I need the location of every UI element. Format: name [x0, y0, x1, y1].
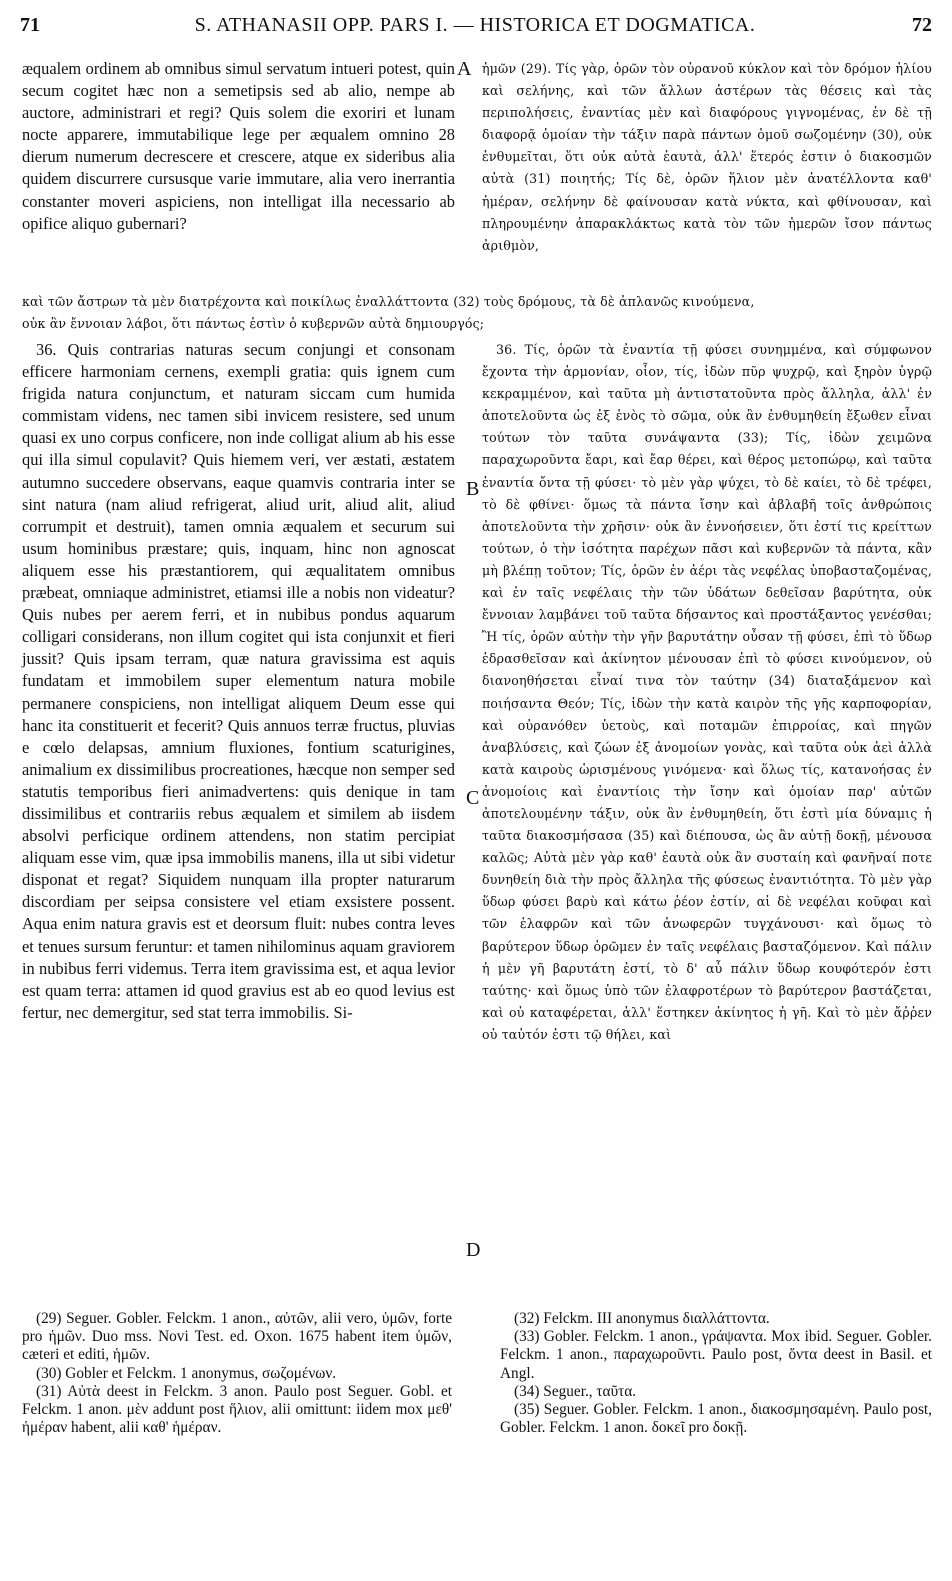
- margin-marker-b: B: [466, 478, 480, 500]
- latin-paragraph-36: 36. Quis contrarias naturas secum conjungi et consonam efficere harmoniam cernens, exempli gratia: quis ignem cum frigida natura conjunctum, et naturam siccam cum humida commistam videns, nec tamen sibi invicem resistere, sed unum quasi ex uno corpus conficere, non inde colligat alium ab his esse qui illa simul copulavit? Quis hiemem veri, ver æstati, æstatem autumno succedere observans, eaque quamvis contraria inter se sint natura (nam aliud refrigerat, aliud urit, aliud alit, aliud corrumpit et destruit), tamen omnia æqualem et securum sui usum hominibus præstare; quis, inquam, hinc non agnoscat aliquem esse his præstantiorem, qui æqualitatem omnibus præbeat, omniaque administret, etiamsi ille a nobis non videatur? Quis nubes per aerem ferri, et in nubibus pondus aquarum colligari considerans, non illum cogitet qui ista conjunxit et fieri jussit? Quis ipsam terram, quæ natura gravissima est aquis fundatam et immobilem super elementum natura mobile permanere conspiciens, non intelligat aliquem Deum esse qui hanc ita constituerit et fecerit? Quis annuos terræ fructus, pluvias e cœlo delapsas, amnium fluxiones, fontium scaturigines, animalium ex dissimilibus procreationes, hæcque non semper sed statutis temporibus fieri animadvertens: quis denique in tam dissimilibus et contrariis rebus æqualem et similem ab iisdem absolvi perficique ordinem attendens, non statim percipiat aliquam esse vim, quæ ipsa immobilis manens, illa ut sibi videtur disponat et regat? Siquidem nunquam illa propter naturarum discordiam per seipsa consistere vel etiam exsistere possent. Aqua enim natura gravis est et deorsum fluit: nubes contra leves et tenues sursum feruntur: et tamen nihilominus aquam graviorem in nubibus ferri videmus. Terra item gravissima est, et aqua levior est quam terra: attamen id quod gravius est ab eo quod levius est fertur, nec demergitur, sed stat terra immobilis. Si-: [22, 340, 455, 1022]
- footnote-31: (31) Αὐτὰ deest in Felckm. 3 anon. Paulo post Seguer. Gobl. et Felckm. 1 anon. μὲν addunt post ἥλιον, alii omittunt: iidem mox μεθ' ἡμέραν habent, alii καθ' ἡμέραν.: [22, 1382, 452, 1437]
- greek-paragraph-top: ἡμῶν (29). Τίς γὰρ, ὁρῶν τὸν οὐρανοῦ κύκλον καὶ τὸν δρόμον ἡλίου καὶ σελήνης, καὶ τῶν ἄλλων ἀστέρων τὰς θέσεις καὶ τὰς περιπολήσεις, ἐναντίας μὲν καὶ διαφόρους γιγνομένας, ἐν δὲ τῇ διαφορᾷ ὁμοίαν τὴν τάξιν παρὰ πάντων ὁμοῦ σωζομένην (30), οὐκ ἐνθυμεῖται, ὅτι οὐκ αὐτὰ ἑαυτὰ, ἀλλ' ἕτερός ἐστιν ὁ διακοσμῶν αὐτὰ (31) ποιητής; Τίς δὲ, ὁρῶν ἥλιον μὲν ἀνατέλλοντα καθ' ἡμέραν, σελήνην δὲ φαίνουσαν κατὰ νύκτα, καὶ φθίνουσαν, καὶ πληρουμένην ἀπαρακλάκτως κατὰ τὸν τῶν ἡμερῶν ἴσον πάντως ἀριθμὸν,: [482, 61, 932, 253]
- latin-column-main: [22, 339, 455, 1022]
- latin-paragraph-top: æqualem ordinem ab omnibus simul servatum intueri potest, quin secum cogitet hæc non a semetipsis sed ab alio, nempe ab auctore, administrari et regi? Quis solem die exoriri et lunam nocte apparere, immutabilique lege per æqualem omnino 28 dierum numerum decrescere et crescere, atque ex sideribus alia quidem discurrere cursusque varie immutare, alia vero inerrantia constanter moveri aspiciens, non intelligat illa necessario ab opifice aliquo gubernari?: [22, 59, 455, 233]
- margin-marker-a: A: [457, 58, 472, 80]
- footnote-35: (35) Seguer. Gobler. Felckm. 1 anon., διακοσμησαμένη. Paulo post, Gobler. Felckm. 1 anon. δοκεῖ pro δοκῇ.: [500, 1401, 932, 1437]
- footnote-30: (30) Gobler et Felckm. 1 anonymus, σωζομένων.: [36, 1364, 337, 1382]
- footnotes-left: [22, 1310, 452, 1470]
- margin-marker-d: D: [466, 1239, 481, 1261]
- greek-paragraph-36: 36. Τίς, ὁρῶν τὰ ἐναντία τῇ φύσει συνημμένα, καὶ σύμφωνον ἔχοντα τὴν ἁρμονίαν, οἷον, τίς, ἰδὼν πῦρ ψυχρῷ, καὶ ξηρὸν ὑγρῷ κεκραμμένον, καὶ ταῦτα μὴ ἀντιστατοῦντα πρὸς ἄλληλα, ἀλλ' ἐν ἀποτελοῦντα ὡς ἐξ ἑνὸς τὸ σῶμα, οὐκ ἂν ἐνθυμηθείη ἔξωθεν εἶναι τούτων τὸν ταῦτα συνάψαντα (33); Τίς, ἰδὼν χειμῶνα παραχωροῦντα ἔαρι, καὶ ἔαρ θέρει, καὶ θέρος μετοπώρῳ, καὶ ταῦτα ἐναντία ὄντα τῇ φύσει· τὸ μὲν γὰρ ψύχει, τὸ δὲ καίει, τὸ δὲ τρέφει, τὸ δὲ φθίνει· ὅμως τὰ πάντα ἴσην καὶ ἀβλαβῆ τοῖς ἀνθρώποις ἀποτελοῦντα τὴν χρῆσιν· οὐκ ἂν ἐννοήσειεν, ὅτι ἐστί τις κρείττων τούτων, ὁ τὴν ἰσότητα παρέχων πᾶσι καὶ κυβερνῶν τὰ πάντα, κἂν μὴ βλέπῃ τοῦτον; Τίς, ὁρῶν ἐν ἀέρι τὰς νεφέλας ὑποβασταζομένας, καὶ ἐν ταῖς νεφέλαις τὴν τῶν ὑδάτων δεθεῖσαν βαρύτητα, οὐκ ἔννοιαν λαμβάνει τοῦ ταῦτα δήσαντος καὶ προστάξαντος γενέσθαι; Ἢ τίς, ὁρῶν αὐτὴν τὴν γῆν βαρυτάτην οὖσαν τῇ φύσει, ἐπὶ τὸ ὕδωρ ἑδρασθεῖσαν καὶ ἀκίνητον μένουσαν ἐπὶ τὸ φύσει κινούμενον, οὐ διανοηθήσεται εἶναί τινα τὸν ταύτην (34) διαταξάμενον καὶ ποιήσαντα Θεόν; Τίς, ἰδὼν τὴν κατὰ καιρὸν τῆς γῆς καρποφορίαν, καὶ οὐρανόθεν ὑετοὺς, καὶ ποταμῶν ἐπιρροίας, καὶ πηγῶν ἀναβλύσεις, καὶ ζώων ἐξ ἀνομοίων γονὰς, καὶ ταῦτα οὐκ ἀεὶ ἀλλὰ κατὰ καιροὺς ὡρισμένους γινόμενα· καὶ ὅλως τίς, κατανοήσας ἐν ἀνομοίοις καὶ ἐναντίοις τὴν ἴσην καὶ ὁμοίαν παρ' αὐτῶν ἀποτελουμένην τάξιν, οὐκ ἂν ἐνθυμηθείη, ὅτι ἐστὶ μία δύναμις ἡ ταῦτα διακοσμήσασα (35) καὶ διέπουσα, ὡς ἂν αὐτῇ δοκῇ, μένουσα καλῶς; Αὐτὰ μὲν γὰρ καθ' ἑαυτὰ οὐκ ἂν συσταίη καὶ φανῆναί ποτε δυνηθείη διὰ τὴν πρὸς ἄλληλα τῆς φύσεως ἐναντιότητα. Τὸ μὲν γὰρ ὕδωρ φύσει βαρὺ καὶ κάτω ῥέον ἐστίν, αἱ δὲ νεφέλαι κοῦφαι καὶ τῶν ἐλαφρῶν καὶ τῶν ἀνωφερῶν τυγχάνουσι· καὶ ὅμως τὸ βαρύτερον ὕδωρ ὁρῶμεν ἐν ταῖς νεφέλαις βασταζόμενον. Καὶ πάλιν ἡ μὲν γῆ βαρυτάτη ἐστί, τὸ δ' αὖ πάλιν ὕδωρ κουφότερόν ἐστι ταύτης· καὶ ὅμως ὑπὸ τῶν ἐλαφροτέρων τὸ βαρύτερον βαστάζεται, καὶ οὐ καταφέρεται, ἀλλ' ἕστηκεν ἀκίνητος ἡ γῆ. Καὶ τὸ μὲν ἄῤῥεν οὐ ταὐτόν ἐστι τῷ θήλει, καὶ: [482, 342, 932, 1042]
- greek-column-main: [482, 339, 932, 1042]
- footnote-33: (33) Gobler. Felckm. 1 anon., γράψαντα. Mox ibid. Seguer. Gobler. Felckm. 1 anon., παραχωροῦντι. Paulo post, ὄντα deest in Basil. et Angl.: [500, 1328, 932, 1382]
- latin-column-top: [22, 58, 455, 302]
- running-title: S. ATHANASII OPP. PARS I. — HISTORICA ET DOGMATICA.: [194, 14, 756, 36]
- footnotes-right: [500, 1310, 932, 1470]
- page-number-right: 72: [912, 14, 932, 36]
- greek-column-top: [482, 58, 932, 302]
- footnote-34: (34) Seguer., ταῦτα.: [514, 1382, 637, 1400]
- footnote-32: (32) Felckm. III anonymus διαλλάττοντα.: [514, 1310, 770, 1327]
- greek-fullwidth-line-2: οὐκ ἂν ἔννοιαν λάβοι, ὅτι πάντως ἐστὶν ὁ κυβερνῶν αὐτὰ δημιουργός;: [22, 316, 485, 331]
- page-number-left: 71: [20, 14, 40, 36]
- running-header: [14, 14, 936, 42]
- margin-marker-c: C: [466, 787, 480, 809]
- greek-fullwidth-line-1: καὶ τῶν ἄστρων τὰ μὲν διατρέχοντα καὶ ποικίλως ἐναλλάττοντα (32) τοὺς δρόμους, τὰ δὲ ἀπλανῶς κινούμενα,: [22, 294, 755, 309]
- footnote-29: (29) Seguer. Gobler. Felckm. 1 anon., αὐτῶν, alii vero, ὑμῶν, forte pro ἡμῶν. Duo mss. Novi Test. ed. Oxon. 1675 habent item ὑμῶν, cæteri et editi, ἡμῶν.: [22, 1310, 452, 1364]
